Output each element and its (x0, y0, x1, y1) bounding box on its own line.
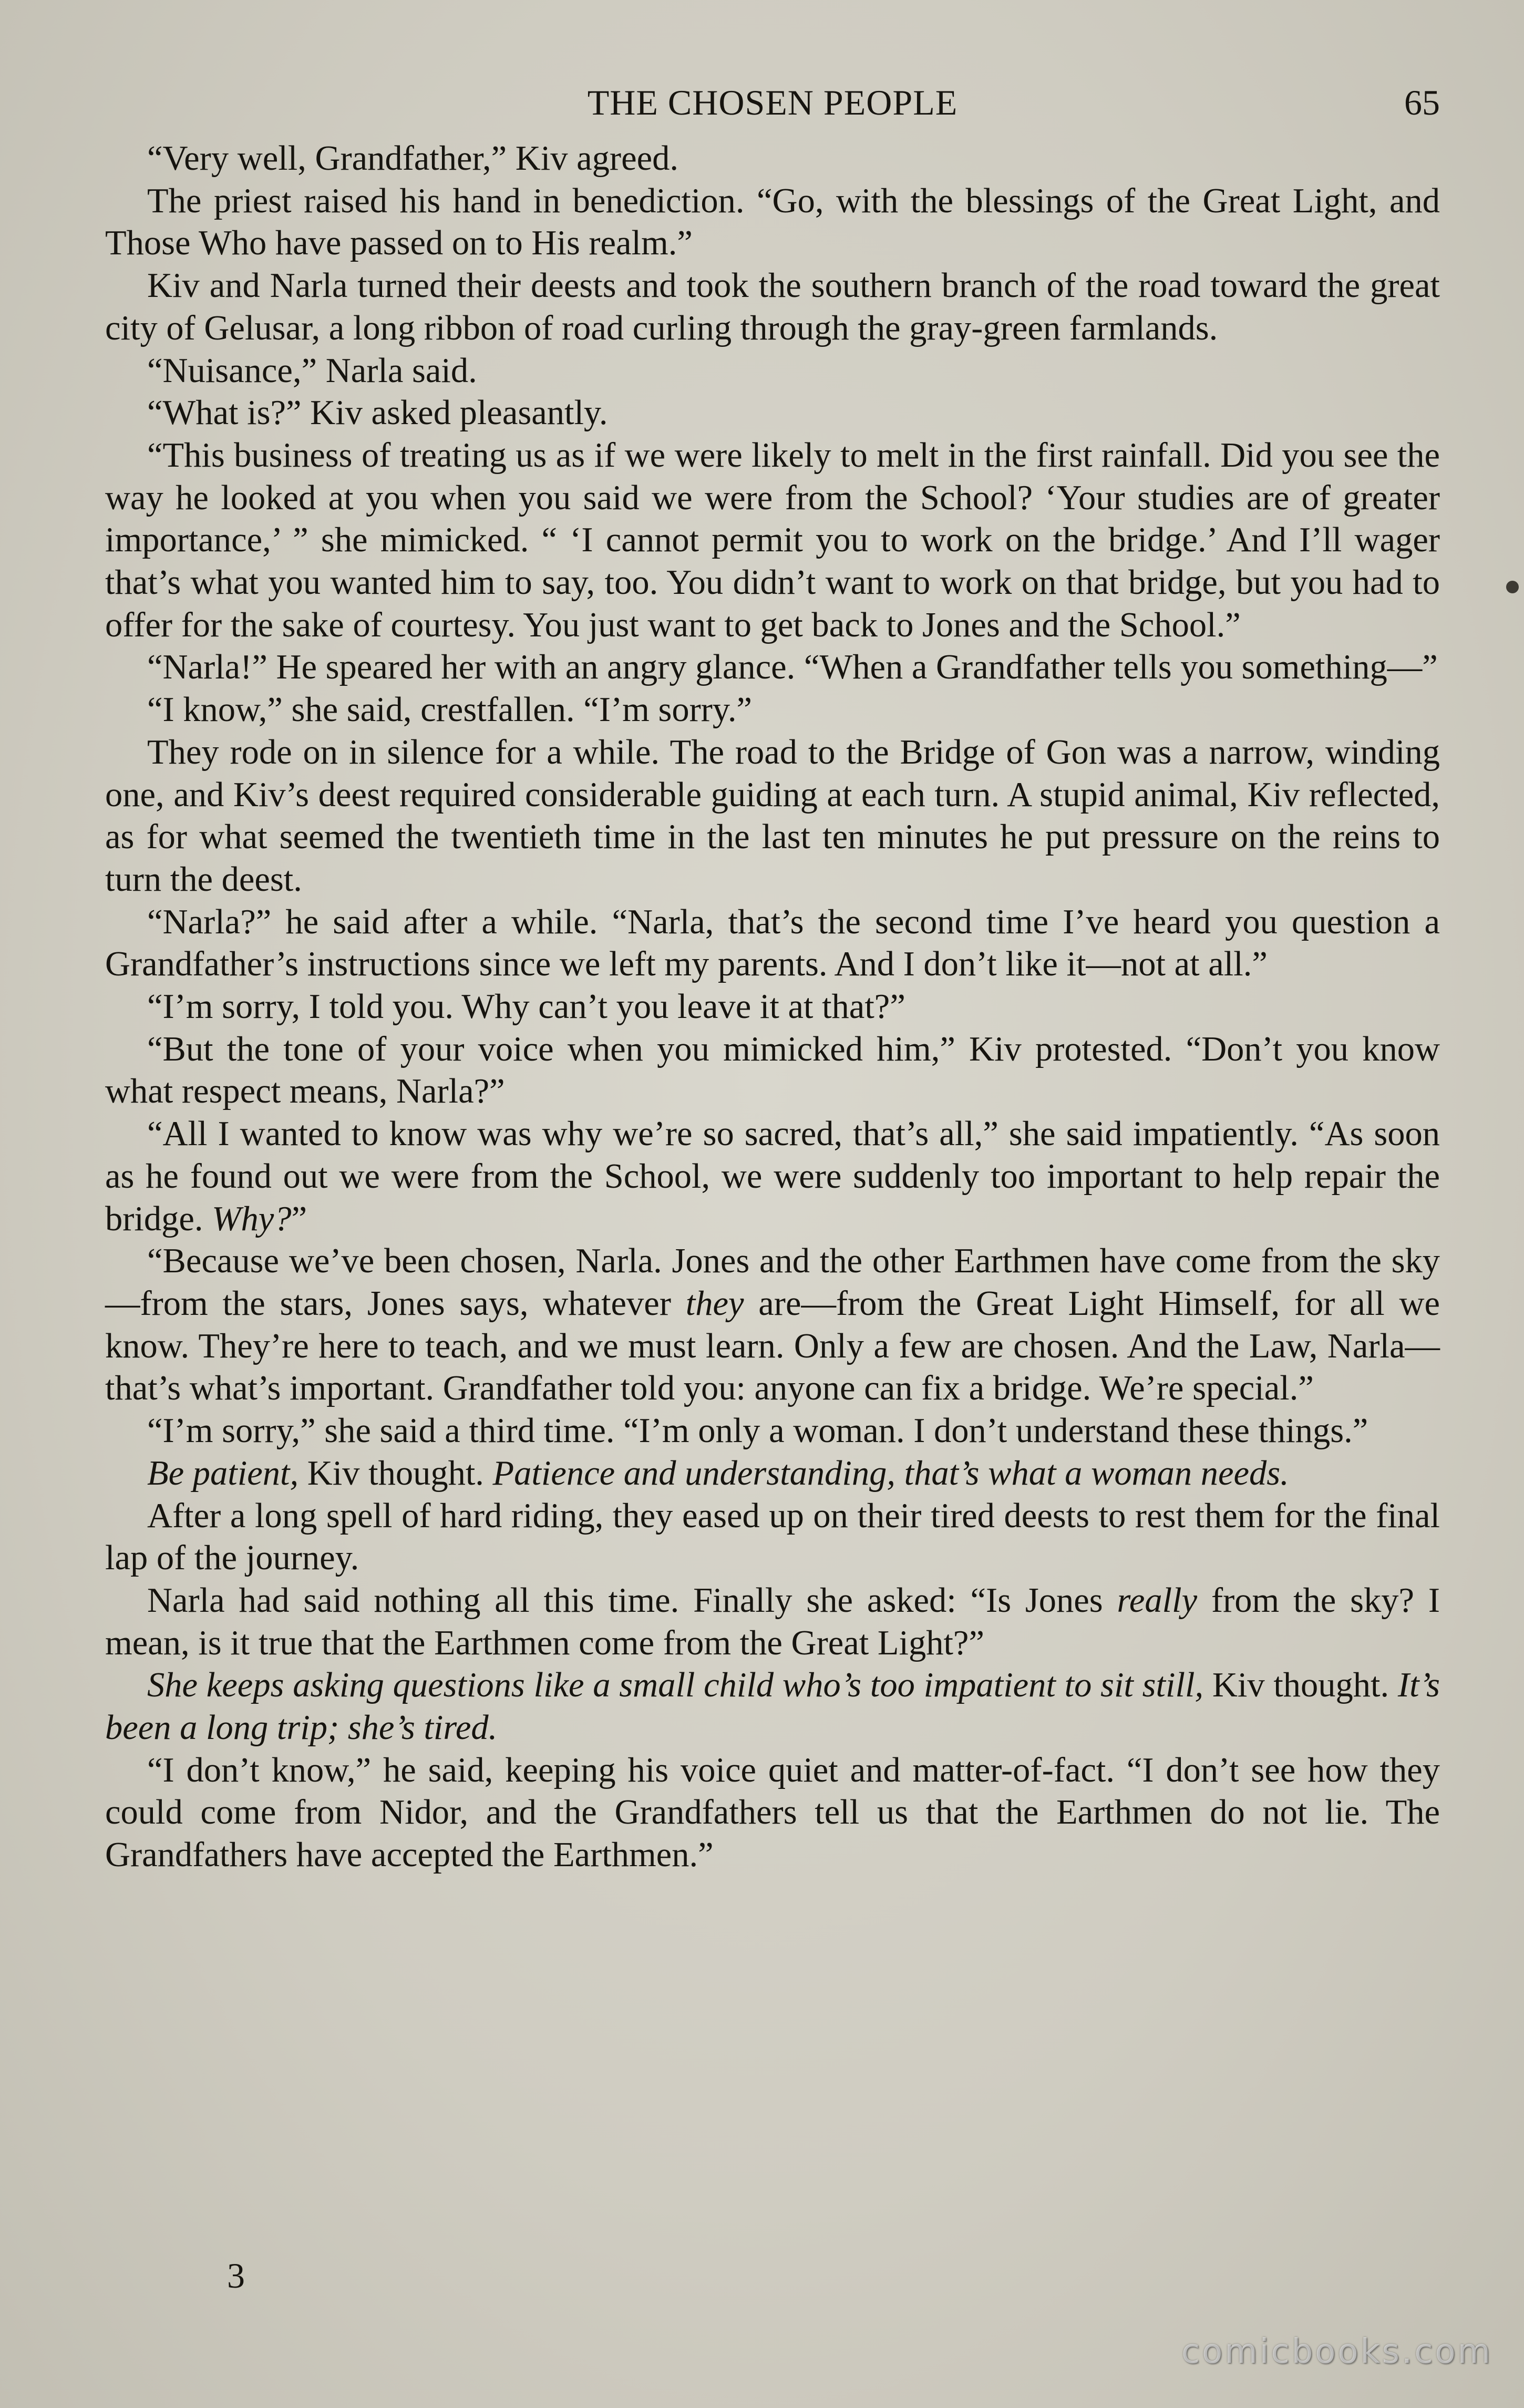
page-number: 65 (1404, 83, 1440, 122)
text-run: Kiv and Narla turned their deests and took the southern branch of the road toward the great city of Gelusar, a long ribbon of road curling through the gray-green farmlands. (105, 266, 1440, 347)
paragraph (105, 392, 1440, 435)
italic-run: Patience and understanding, that’s what a woman needs. (492, 1454, 1289, 1493)
paragraph (105, 1453, 1440, 1495)
text-run: from the sky? I mean, is it true that the Earthmen come from the Great Light?” (105, 1581, 1440, 1662)
paragraph (105, 1580, 1440, 1664)
paragraph (105, 646, 1440, 689)
italic-run: really (1117, 1581, 1198, 1620)
paragraph (105, 1495, 1440, 1580)
text-run: “I’m sorry, I told you. Why can’t you leave it at that?” (147, 987, 905, 1026)
text-run: “Very well, Grandfather,” Kiv agreed. (147, 139, 678, 178)
paragraph (105, 435, 1440, 647)
text-run: “All I wanted to know was why we’re so sacred, that’s all,” she said impatiently. “As soon as he found out we were from the School, we were suddenly too important to help repair the bridge. (105, 1115, 1440, 1238)
paragraph (105, 1750, 1440, 1877)
paragraph (105, 1113, 1440, 1240)
page-header (105, 79, 1440, 126)
paragraph (105, 350, 1440, 393)
text-run: “Because we’ve been chosen, Narla. Jones and the other Earthmen have come from the sky—from the stars, Jones says, whatever (105, 1242, 1440, 1323)
text-run: After a long spell of hard riding, they eased up on their tired deests to rest them for the final lap of the journey. (105, 1496, 1440, 1578)
text-run: Kiv thought. (298, 1454, 493, 1493)
text-run: “I’m sorry,” she said a third time. “I’m only a woman. I don’t understand these things.” (147, 1412, 1368, 1450)
italic-run: It’s been a long trip; she’s tired. (105, 1666, 1440, 1747)
paragraph (105, 901, 1440, 986)
watermark: comicbooks.com (1181, 2332, 1492, 2371)
text-run: “Narla!” He speared her with an angry glance. “When a Grandfather tells you something—” (147, 648, 1438, 687)
paragraph (105, 1410, 1440, 1453)
paragraph (105, 180, 1440, 265)
text-run: They rode on in silence for a while. The road to the Bridge of Gon was a narrow, winding one, and Kiv’s deest required considerable guiding at each turn. A stupid animal, Kiv reflected, as for what seemed the twentieth time in the last ten minutes he put pressure on the reins to turn the deest. (105, 733, 1440, 899)
text-run: “What is?” Kiv asked pleasantly. (147, 394, 608, 433)
italic-run: She keeps asking questions like a small child who’s too impatient to sit still, (147, 1666, 1204, 1705)
text-run: “Nuisance,” Narla said. (147, 351, 477, 390)
text-run: are—from the Great Light Himself, for all we know. They’re here to teach, and we must learn. Only a few are chosen. And the Law, Narla—that’s what’s important. Grandfather told you: anyone can fix a bridge. We’re special.” (105, 1284, 1440, 1408)
italic-run: Be patient, (147, 1454, 299, 1493)
italic-run: they (685, 1284, 744, 1323)
paragraph (105, 1240, 1440, 1410)
italic-run: Why? (212, 1199, 292, 1238)
text-run: “I know,” she said, crestfallen. “I’m sorry.” (147, 691, 752, 729)
paragraph (105, 138, 1440, 180)
text-run: The priest raised his hand in benediction. “Go, with the blessings of the Great Light, and Those Who have passed on to His realm.” (105, 181, 1440, 263)
signature-mark: 3 (227, 2256, 245, 2296)
ink-spot (1506, 581, 1519, 593)
paragraph (105, 1028, 1440, 1113)
text-run: “But the tone of your voice when you mimicked him,” Kiv protested. “Don’t you know what respect means, Narla?” (105, 1030, 1440, 1111)
text-run: ” (291, 1199, 307, 1238)
paragraph (105, 689, 1440, 732)
text-run: Kiv thought. (1203, 1666, 1398, 1705)
text-run: Narla had said nothing all this time. Finally she asked: “Is Jones (147, 1581, 1117, 1620)
running-head: THE CHOSEN PEOPLE (587, 83, 958, 122)
text-run: “I don’t know,” he said, keeping his voice quiet and matter-of-fact. “I don’t see how they could come from Nidor, and the Grandfathers tell us that the Earthmen do not lie. The Grandfathers have accepted the Earthmen.” (105, 1751, 1440, 1875)
body-text (105, 138, 1440, 1877)
paragraph (105, 1664, 1440, 1749)
paragraph (105, 265, 1440, 349)
text-run: “This business of treating us as if we were likely to melt in the first rainfall. Did you see the way he looked at you when you said we were from the School? ‘Your studies are of greater importance,’ ” she mimicked. “ ‘I cannot permit you to work on the bridge.’ And I’ll wager that’s what you wanted him to say, too. You didn’t want to work on that bridge, but you had to offer for the sake of courtesy. You just want to get back to Jones and the School.” (105, 436, 1440, 644)
paragraph (105, 732, 1440, 901)
paragraph (105, 986, 1440, 1028)
text-run: “Narla?” he said after a while. “Narla, that’s the second time I’ve heard you question a Grandfather’s instructions since we left my parents. And I don’t like it—not at all.” (105, 902, 1440, 984)
